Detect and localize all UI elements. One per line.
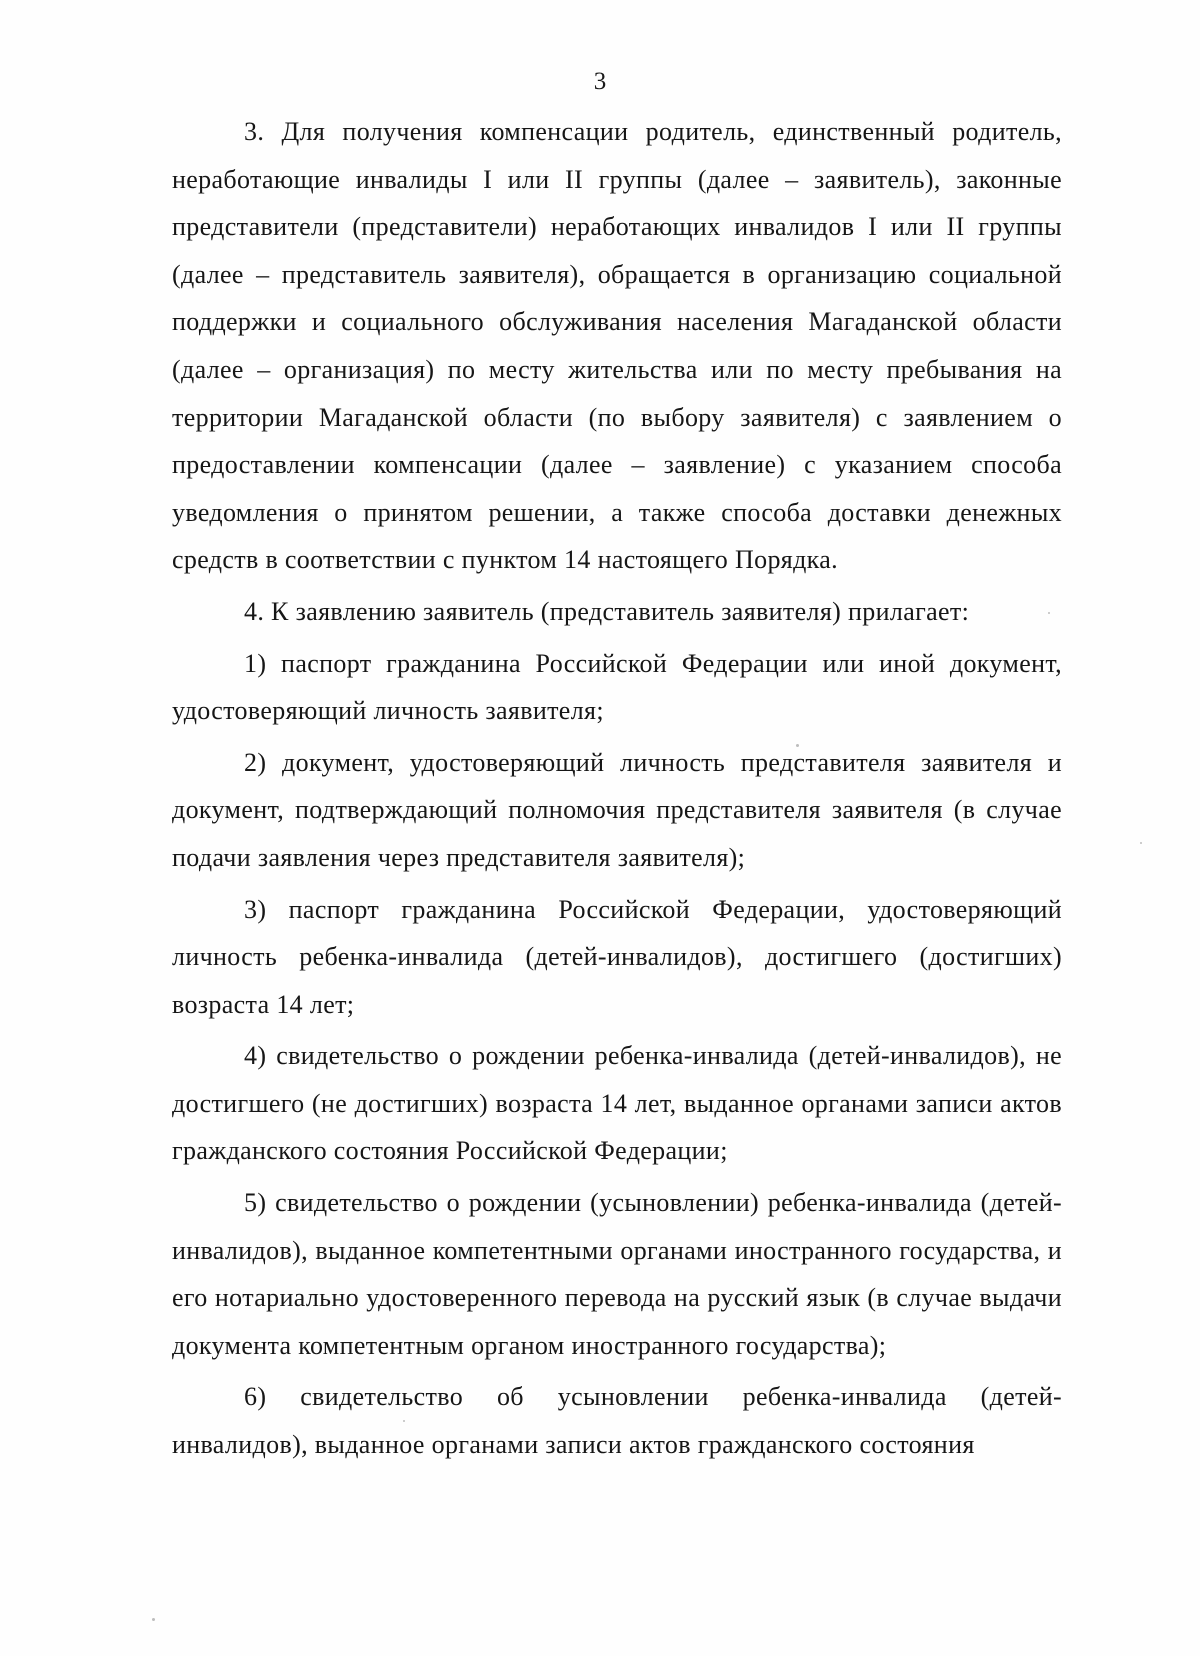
scan-speck <box>403 1420 405 1422</box>
scan-speck <box>1048 612 1050 614</box>
list-item-6: 6) свидетельство об усыновлении ребенка-инвалида (детей-инвалидов), выданное органами записи актов гражданского состояния <box>172 1382 1062 1460</box>
list-item-5: 5) свидетельство о рождении (усыновлении) ребенка-инвалида (детей-инвалидов), выданное компетентными органами иностранного государства, и его нотариально удостоверенного перевода на русский язык (в случае выдачи документа компетентным органом иностранного государства); <box>172 1188 1062 1360</box>
list-item-1: 1) паспорт гражданина Российской Федерации или иной документ, удостоверяющий личность заявителя; <box>172 648 1062 726</box>
document-body <box>172 108 1062 1469</box>
scan-speck <box>1140 842 1142 844</box>
list-item-4: 4) свидетельство о рождении ребенка-инвалида (детей-инвалидов), не достигшего (не достигших) возраста 14 лет, выданное органами записи актов гражданского состояния Российской Федерации; <box>172 1041 1062 1166</box>
list-item-2: 2) документ, удостоверяющий личность представителя заявителя и документ, подтверждающий полномочия представителя заявителя (в случае подачи заявления через представителя заявителя); <box>172 747 1062 872</box>
page-number: 3 <box>593 68 607 95</box>
paragraph-4: 4. К заявлению заявитель (представитель заявителя) прилагает: <box>244 596 970 626</box>
scan-speck <box>152 1618 155 1621</box>
scan-speck <box>796 744 799 747</box>
paragraph-3: 3. Для получения компенсации родитель, единственный родитель, неработающие инвалиды I или II группы (далее – заявитель), законные представители (представители) неработающих инвалидов I или II группы (далее – представитель заявителя), обращается в организацию социальной поддержки и социального обслуживания населения Магаданской области (далее – организация) по месту жительства или по месту пребывания на территории Магаданской области (по выбору заявителя) с заявлением о предоставлении компенсации (далее – заявление) с указанием способа уведомления о принятом решении, а также способа доставки денежных средств в соответствии с пунктом 14 настоящего Порядка. <box>172 117 1062 575</box>
list-item-3: 3) паспорт гражданина Российской Федерации, удостоверяющий личность ребенка-инвалида (детей-инвалидов), достигшего (достигших) возраста 14 лет; <box>172 894 1062 1019</box>
